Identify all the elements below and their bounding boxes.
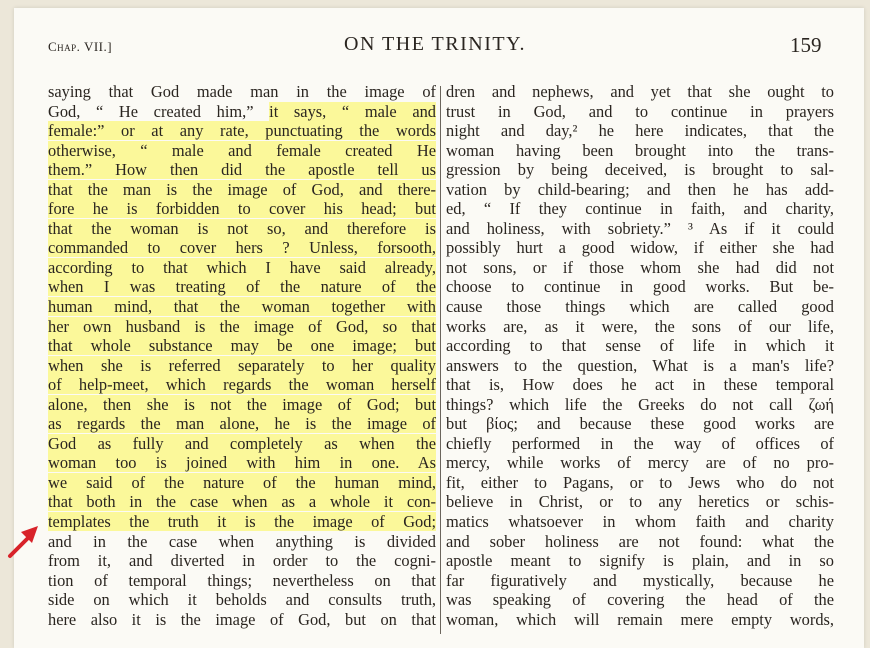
text-line — [48, 219, 436, 239]
text-line: believe in Christ, or to any heretics or schis- — [446, 492, 834, 512]
plain-text: tion of temporal things; nevertheless on that — [48, 570, 436, 590]
text-line — [48, 141, 436, 161]
text-line: and holiness, with sobriety.” ³ As if it could — [446, 218, 834, 238]
highlighted-text: templates the truth it is the image of God; — [48, 512, 436, 532]
highlighted-text: them.” How then did the apostle tell us — [48, 160, 436, 180]
text-line — [48, 317, 436, 337]
text-line: fit, either to Pagans, or to Jews who do not — [446, 472, 834, 492]
text-line — [48, 610, 436, 630]
text-line: night and day,² he here indicates, that the — [446, 121, 834, 141]
text-line: matics whatsoever in whom faith and charity — [446, 512, 834, 532]
text-line — [48, 238, 436, 258]
text-line — [48, 121, 436, 141]
text-line: apostle meant to signify is plain, and in so — [446, 551, 834, 571]
highlighted-text: alone, then she is not the image of God; but — [48, 394, 436, 414]
text-line: not sons, or if those whom she had did not — [446, 257, 834, 277]
text-line — [48, 160, 436, 180]
highlighted-text: her own husband is the image of God, so that — [48, 316, 436, 336]
right-text-column — [446, 82, 834, 629]
text-line: according to that sense of life in which it — [446, 336, 834, 356]
text-line — [48, 434, 436, 454]
text-line: trust in God, and to continue in prayers — [446, 101, 834, 121]
text-line: ed, “ If they continue in faith, and charity, — [446, 199, 834, 219]
text-line — [48, 336, 436, 356]
highlighted-text: according to that which I have said already, — [48, 257, 436, 277]
highlighted-text: that the man is the image of God, and there- — [48, 179, 436, 199]
page-number: 159 — [790, 33, 822, 57]
red-arrow-icon — [0, 510, 48, 566]
text-line — [48, 82, 436, 102]
text-line — [48, 512, 436, 532]
text-line — [48, 532, 436, 552]
text-line: and sober holiness are not found: what the — [446, 531, 834, 551]
text-line — [48, 277, 436, 297]
text-line: choose to continue in good works. But be- — [446, 277, 834, 297]
highlighted-text: that both in the case when as a whole it con- — [48, 492, 436, 512]
text-line — [48, 473, 436, 493]
text-line: that is, How does he act in these temporal — [446, 375, 834, 395]
highlighted-text: when she is referred separately to her quality — [48, 355, 436, 375]
highlighted-text: female:” or at any rate, punctuating the words — [48, 121, 436, 141]
page-header — [0, 0, 870, 60]
highlighted-text: God as fully and completely as when the — [48, 433, 436, 453]
plain-text: God, “ He created him,” — [48, 101, 270, 121]
plain-text: and in the case when anything is divided — [48, 531, 436, 551]
text-line: works are, as it were, the sons of our life, — [446, 316, 834, 336]
highlighted-text: commanded to cover hers ? Unless, forsooth, — [48, 238, 436, 258]
text-line — [48, 395, 436, 415]
column-divider — [440, 86, 441, 634]
highlighted-text: when I was treating of the nature of the — [48, 277, 436, 297]
text-line — [48, 590, 436, 610]
highlighted-text: human mind, that the woman together with — [48, 297, 436, 317]
text-line: gression by being deceived, is brought to sal- — [446, 160, 834, 180]
plain-text: saying that God made man in the image of — [48, 82, 436, 101]
highlighted-text: fore he is forbidden to cover his head; but — [48, 199, 436, 219]
text-line — [48, 258, 436, 278]
left-text-column — [48, 82, 436, 629]
highlighted-text: that the woman is not so, and therefore is — [48, 218, 436, 238]
text-line: but βίος; and because these good works are — [446, 414, 834, 434]
highlighted-text: woman too is joined with him in one. As — [48, 453, 436, 473]
text-line — [48, 453, 436, 473]
plain-text: from it, and diverted in order to the cogni- — [48, 551, 436, 571]
text-line: things? which life the Greeks do not call ζωή — [446, 394, 834, 414]
text-line: chiefly performed in the way of offices of — [446, 433, 834, 453]
highlighted-text: otherwise, “ male and female created He — [48, 140, 436, 160]
highlighted-text: that whole substance may be one image; but — [48, 336, 436, 356]
text-line — [48, 199, 436, 219]
text-line: dren and nephews, and yet that she ought to — [446, 82, 834, 101]
text-line — [48, 414, 436, 434]
text-line: vation by child-bearing; and then he has add- — [446, 179, 834, 199]
text-line: possibly hurt a good widow, if either she had — [446, 238, 834, 258]
text-line: mercy, while works of mercy are of no pro- — [446, 453, 834, 473]
text-line — [48, 297, 436, 317]
running-title: ON THE TRINITY. — [344, 33, 526, 55]
text-line — [48, 102, 436, 122]
text-line — [48, 356, 436, 376]
text-line: far figuratively and mystically, because he — [446, 570, 834, 590]
text-line — [48, 492, 436, 512]
text-line: answers to the question, What is a man's life? — [446, 355, 834, 375]
text-line: cause those things which are called good — [446, 297, 834, 317]
highlighted-text: it says, “ male and — [269, 101, 436, 121]
text-line: was speaking of covering the head of the — [446, 590, 834, 610]
plain-text: side on which it beholds and consults truth, — [48, 590, 436, 610]
highlighted-text: as regards the man alone, he is the image of — [48, 414, 436, 434]
highlighted-text: of help-meet, which regards the woman herself — [48, 375, 436, 395]
text-line — [48, 571, 436, 591]
text-line — [48, 551, 436, 571]
text-line: woman, which will remain mere empty words, — [446, 609, 834, 629]
plain-text: here also it is the image of God, but on that — [48, 609, 436, 629]
text-line — [48, 180, 436, 200]
text-line — [48, 375, 436, 395]
text-line: woman having been brought into the trans- — [446, 140, 834, 160]
highlighted-text: we said of the nature of the human mind, — [48, 472, 436, 492]
chapter-label: Chap. VII.] — [48, 39, 113, 54]
